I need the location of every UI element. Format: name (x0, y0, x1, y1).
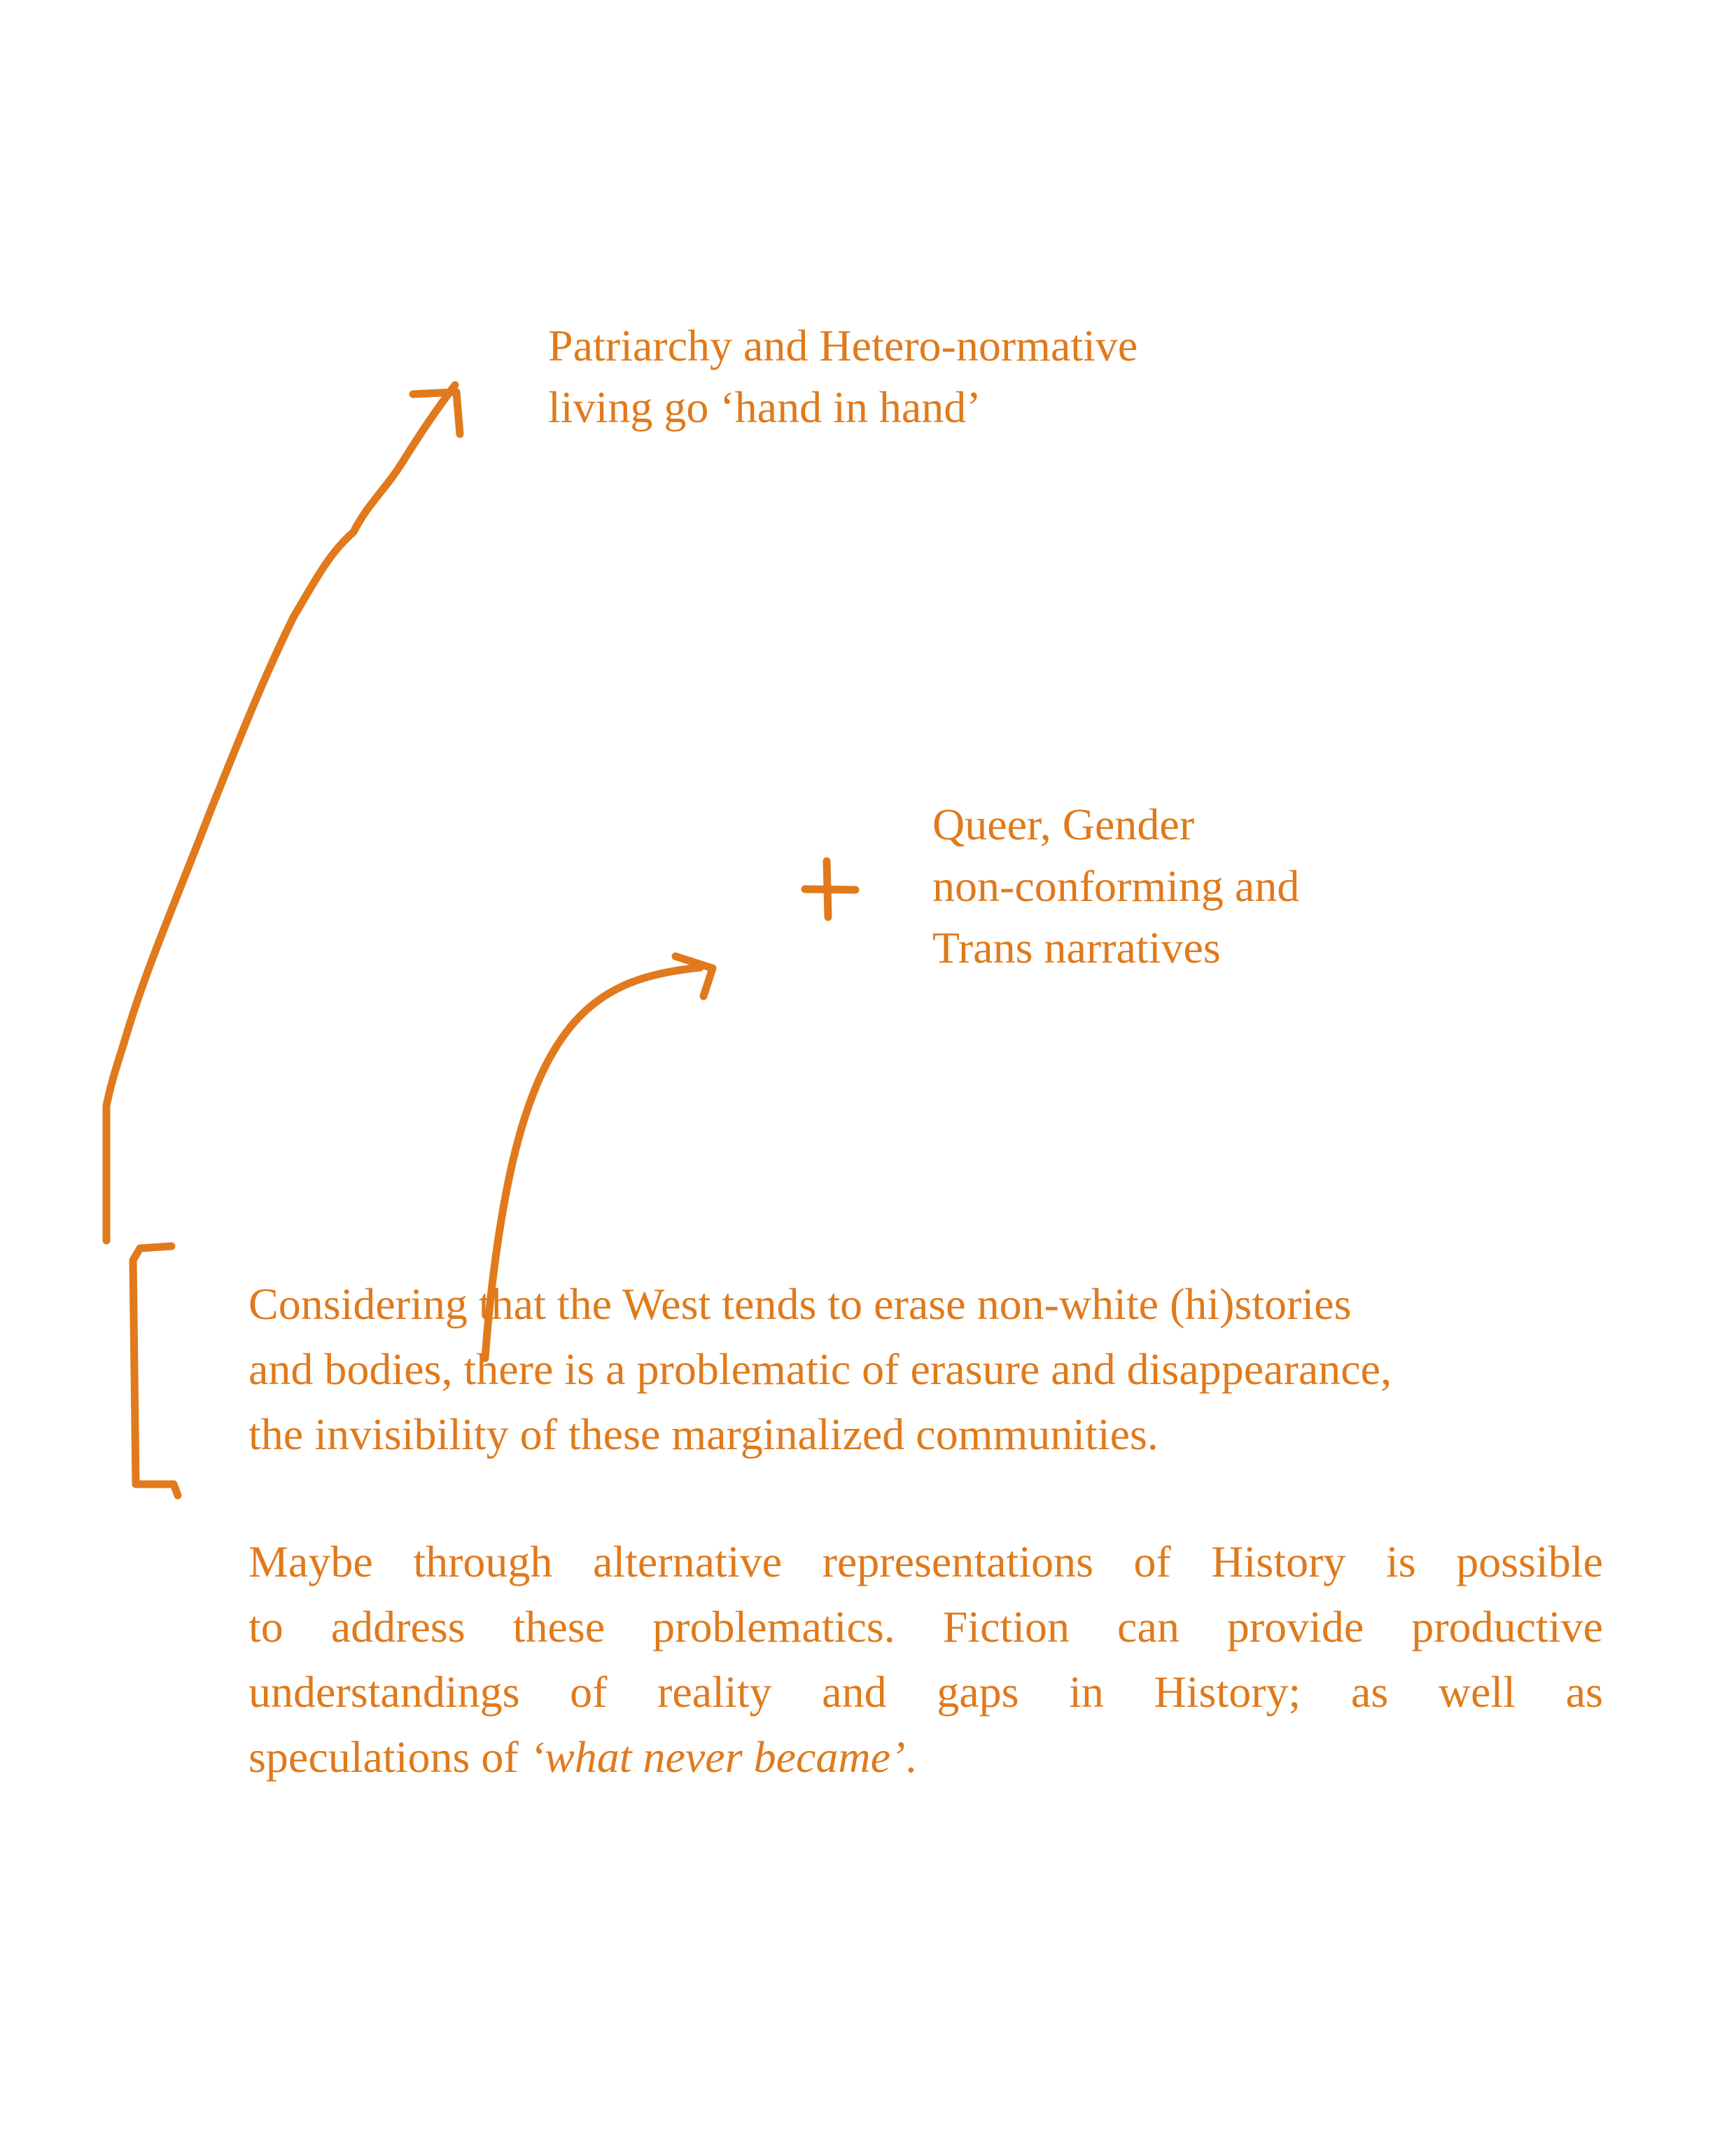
what-never-became-quote: ‘what never became’ (529, 1732, 906, 1782)
paragraph-fiction (248, 1529, 1603, 1789)
queer-note-line-3: Trans narratives (932, 923, 1221, 972)
patriarchy-note-line-2: living go ‘hand in hand’ (548, 382, 981, 432)
bracket-icon (133, 1246, 178, 1495)
paragraph-erasure-line-1: Considering that the West tends to erase non-white (hi)stories (248, 1279, 1352, 1329)
paragraph-fiction-line-3: understandings of reality and gaps in History; as well as (248, 1667, 1603, 1717)
patriarchy-note (548, 315, 1138, 438)
arrow-up-right-icon (413, 392, 460, 434)
patriarchy-note-line-1: Patriarchy and Hetero-normative (548, 321, 1138, 370)
queer-note (932, 794, 1299, 979)
line-4-prefix: speculations of (248, 1732, 530, 1782)
queer-note-line-2: non-conforming and (932, 861, 1300, 911)
line-4-suffix: . (905, 1732, 917, 1782)
paragraph-fiction-line-4 (248, 1724, 1603, 1789)
paragraph-erasure-line-2: and bodies, there is a problematic of erasure and disappearance, (248, 1344, 1392, 1394)
plus-icon (805, 861, 855, 917)
paragraph-fiction-line-1: Maybe through alternative representations of History is possible (248, 1537, 1603, 1586)
curved-arrow-head-icon (676, 956, 713, 996)
paragraph-erasure (248, 1271, 1603, 1467)
paragraph-erasure-line-3: the invisibility of these marginalized communities. (248, 1409, 1158, 1459)
paragraph-fiction-line-2: to address these problematics. Fiction can provide productive (248, 1602, 1603, 1652)
long-arrow-icon (106, 385, 455, 1241)
queer-note-line-1: Queer, Gender (932, 800, 1195, 849)
